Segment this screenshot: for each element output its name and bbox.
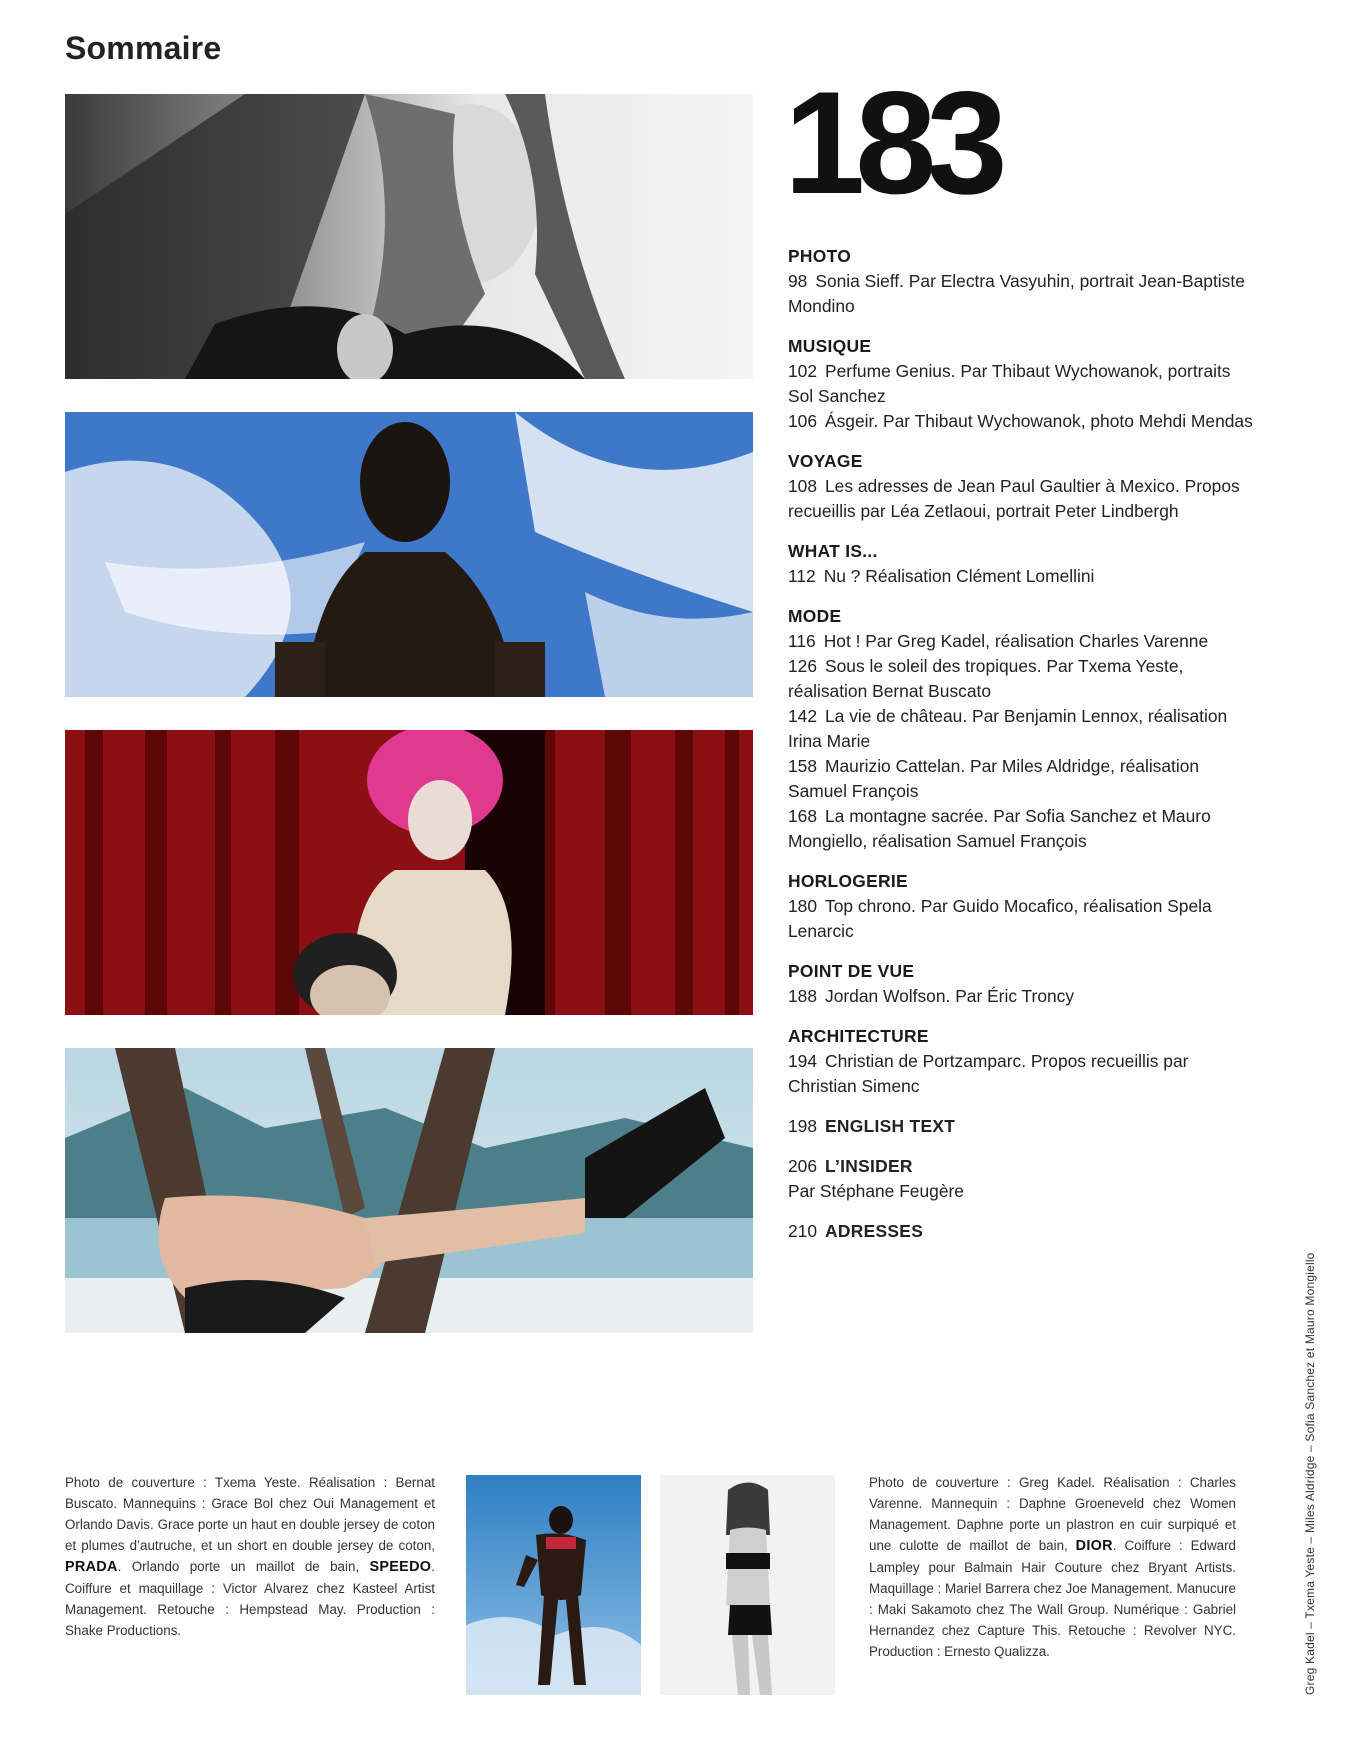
toc-entry-text: La montagne sacrée. Par Sofia Sanchez et Mauro Mongiello, réalisation Samuel François <box>788 806 1211 851</box>
toc-heading: MODE <box>788 606 842 626</box>
toc-page-number: 158 <box>788 756 818 776</box>
toc-entry-text: Les adresses de Jean Paul Gaultier à Mexico. Propos recueillis par Léa Zetlaoui, portrait Peter Lindbergh <box>788 476 1240 521</box>
toc-entry[interactable] <box>788 704 1258 754</box>
toc-entry-text: Perfume Genius. Par Thibaut Wychowanok, portraits Sol Sanchez <box>788 361 1231 406</box>
toc-section-point-de-vue <box>788 959 1258 1009</box>
toc-heading: PHOTO <box>788 246 852 266</box>
photo-water-splash <box>65 412 753 697</box>
credit-brand: PRADA <box>65 1559 118 1575</box>
toc-page-number: 188 <box>788 986 818 1006</box>
toc-entry[interactable] <box>788 654 1258 704</box>
toc-entry-text: Hot ! Par Greg Kadel, réalisation Charles Varenne <box>823 631 1209 651</box>
toc-single-label: ENGLISH TEXT <box>825 1116 956 1136</box>
toc-section-mode <box>788 604 1258 854</box>
photo-red-curtain <box>65 730 753 1015</box>
toc-entry[interactable] <box>788 269 1258 319</box>
toc-section-what-is <box>788 539 1258 589</box>
toc-entry-text: Top chrono. Par Guido Mocafico, réalisation Spela Lenarcic <box>788 896 1212 941</box>
toc-entry[interactable] <box>788 894 1258 944</box>
credit-text: . Coiffure : Edward Lampley pour Balmain Hair Couture chez Bryant Artists. Maquillage : Mariel Barrera chez Joe Management. Manucure : Maki Sakamoto chez The Wall Group. Numérique : Gabriel Hernandez chez Capture This. Retouche : Revolver NYC. Production : Ernesto Qualizza. <box>869 1538 1236 1659</box>
credit-text: . Coiffure et maquillage : Victor Alvarez chez Kasteel Artist Management. Retouche : Hempstead May. Production : Shake Productions. <box>65 1559 435 1638</box>
toc-page-number: 98 <box>788 271 808 291</box>
toc-entry-text: Christian de Portzamparc. Propos recueillis par Christian Simenc <box>788 1051 1189 1096</box>
toc-page-number: 194 <box>788 1051 818 1071</box>
toc-entry-adresses[interactable] <box>788 1219 1258 1244</box>
toc-entry-text: Sous le soleil des tropiques. Par Txema Yeste, réalisation Bernat Buscato <box>788 656 1184 701</box>
issue-number: 183 <box>784 61 998 224</box>
photographer-credits-vertical: Greg Kadel – Txema Yeste – Miles Aldridge – Sofia Sanchez et Mauro Mongiello <box>1303 1252 1317 1695</box>
toc-entry[interactable] <box>788 474 1258 524</box>
toc-heading: WHAT IS... <box>788 541 878 561</box>
toc-entry-text: La vie de château. Par Benjamin Lennox, réalisation Irina Marie <box>788 706 1228 751</box>
toc-heading: VOYAGE <box>788 451 863 471</box>
toc-page-number: 168 <box>788 806 818 826</box>
toc-entry[interactable] <box>788 359 1258 409</box>
toc-page-number: 206 <box>788 1156 818 1176</box>
toc-heading: MUSIQUE <box>788 336 872 356</box>
toc-entry-text: Ásgeir. Par Thibaut Wychowanok, photo Mehdi Mendas <box>825 411 1253 431</box>
toc-section-horlogerie <box>788 869 1258 944</box>
toc-entry[interactable] <box>788 629 1258 654</box>
photo-tree-mountain <box>65 1048 753 1333</box>
toc-page-number: 142 <box>788 706 818 726</box>
cover-credits-right <box>869 1472 1236 1662</box>
toc-entry[interactable] <box>788 754 1258 804</box>
toc-page-number: 180 <box>788 896 818 916</box>
toc-page-number: 108 <box>788 476 818 496</box>
toc-entry-insider[interactable] <box>788 1154 1258 1204</box>
toc-section-photo <box>788 244 1258 319</box>
toc-entry[interactable] <box>788 409 1258 434</box>
toc-entry[interactable] <box>788 804 1258 854</box>
toc-entry-text: Maurizio Cattelan. Par Miles Aldridge, réalisation Samuel François <box>788 756 1200 801</box>
cover-credits-left <box>65 1472 435 1641</box>
toc-page-number: 102 <box>788 361 818 381</box>
toc-page-number: 116 <box>788 631 816 651</box>
toc-page-number: 210 <box>788 1221 818 1241</box>
photo-bw-portrait <box>65 94 753 379</box>
toc-section-voyage <box>788 449 1258 524</box>
credit-text: Photo de couverture : Txema Yeste. Réalisation : Bernat Buscato. Mannequins : Grace Bol chez Oui Management et Orlando Davis. Grace porte un haut en double jersey de coton et plumes d’autruche, et un short en double jersey de coton, <box>65 1475 435 1553</box>
cover-thumbnail-bw <box>660 1475 835 1695</box>
toc-heading: POINT DE VUE <box>788 961 915 981</box>
toc-page-number: 198 <box>788 1116 818 1136</box>
toc-section-architecture <box>788 1024 1258 1099</box>
toc-entry[interactable] <box>788 984 1258 1009</box>
toc-entry-text: Nu ? Réalisation Clément Lomellini <box>823 566 1095 586</box>
toc-single-label: ADRESSES <box>825 1221 924 1241</box>
page-title: Sommaire <box>65 30 222 66</box>
toc-single-sub: Par Stéphane Feugère <box>788 1181 964 1201</box>
toc-single-label: L’INSIDER <box>825 1156 913 1176</box>
toc-entry-english-text[interactable] <box>788 1114 1258 1139</box>
toc-entry-text: Sonia Sieff. Par Electra Vasyuhin, portrait Jean-Baptiste Mondino <box>788 271 1245 316</box>
toc-entry-text: Jordan Wolfson. Par Éric Troncy <box>825 986 1075 1006</box>
credit-brand: DIOR <box>1075 1538 1113 1554</box>
cover-thumbnail-sky <box>466 1475 641 1695</box>
toc-page-number: 112 <box>788 566 816 586</box>
toc-entry[interactable] <box>788 1049 1258 1099</box>
toc-page-number: 106 <box>788 411 818 431</box>
toc-heading: ARCHITECTURE <box>788 1026 929 1046</box>
toc-page-number: 126 <box>788 656 818 676</box>
credit-brand: SPEEDO <box>369 1559 432 1575</box>
table-of-contents <box>788 244 1258 1259</box>
toc-heading: HORLOGERIE <box>788 871 908 891</box>
toc-entry[interactable] <box>788 564 1258 589</box>
toc-section-musique <box>788 334 1258 434</box>
credit-text: . Orlando porte un maillot de bain, <box>117 1559 370 1574</box>
credit-text: Photo de couverture : Greg Kadel. Réalisation : Charles Varenne. Mannequin : Daphne Groeneveld chez Women Management. Daphne porte un plastron en cuir surpiqué et une culotte de maillot de bain, <box>869 1475 1236 1553</box>
